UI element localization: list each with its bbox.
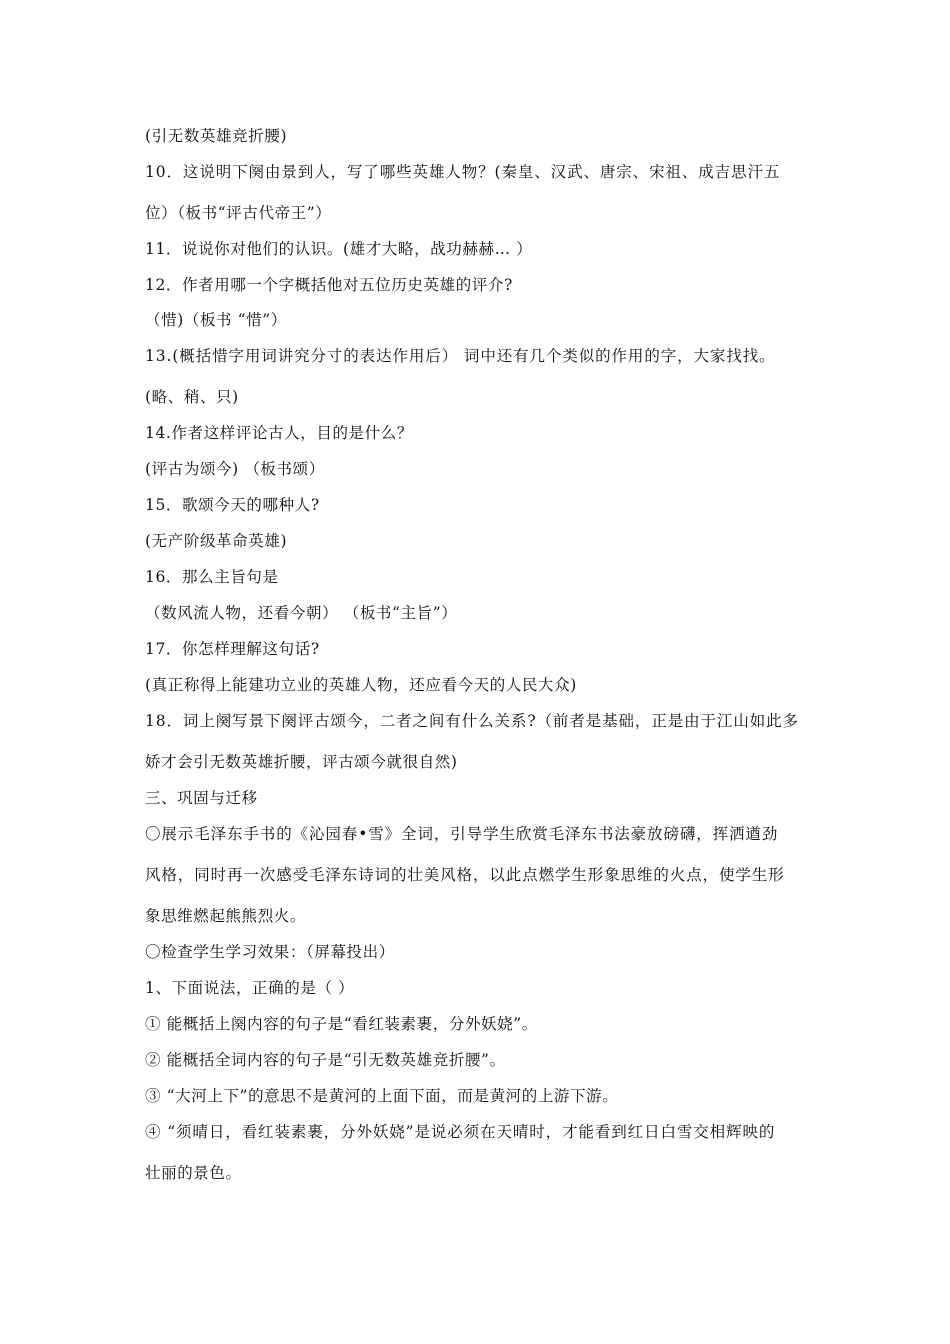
text-line: （惜)（板书 “惜”）: [145, 311, 287, 329]
section-heading: 三、巩固与迁移: [145, 789, 258, 807]
text-line: 娇才会引无数英雄折腰，评古颂今就很自然): [145, 753, 458, 771]
text-line: 10．这说明下阕由景到人，写了哪些英雄人物？(秦皇、汉武、唐宗、宋祖、成吉思汗五: [145, 163, 781, 181]
option-line: 壮丽的景色。: [145, 1164, 242, 1182]
text-line: 11．说说你对他们的认识。(雄才大略，战功赫赫… ）: [145, 240, 533, 258]
text-line: (略、稍、只): [145, 388, 239, 406]
text-line: (引无数英雄竞折腰): [145, 127, 288, 145]
text-line: 13.(概括惜字用词讲究分寸的表达作用后） 词中还有几个类似的作用的字，大家找找。: [145, 347, 776, 365]
text-line: 17．你怎样理解这句话?: [145, 640, 320, 658]
text-line: 风格，同时再一次感受毛泽东诗词的壮美风格，以此点燃学生形象思维的火点，使学生形: [145, 866, 785, 884]
option-line: ③ “大河上下”的意思不是黄河的上面下面，而是黄河的上游下游。: [145, 1087, 619, 1105]
text-line: 象思维燃起熊熊烈火。: [145, 907, 307, 925]
question-line: 1、下面说法，正确的是（ ）: [145, 979, 355, 997]
option-line: ④ “须晴日，看红装素裹，分外妖娆”是说必须在天晴时，才能看到红日白雪交相辉映的: [145, 1123, 776, 1141]
text-line: 〇展示毛泽东手书的《沁园春•雪》全词，引导学生欣赏毛泽东书法豪放磅礴，挥洒遒劲: [145, 825, 779, 843]
text-line: 15．歌颂今天的哪种人?: [145, 496, 320, 514]
option-line: ② 能概括全词内容的句子是“引无数英雄竞折腰”。: [145, 1051, 506, 1069]
text-line: (真正称得上能建功立业的英雄人物，还应看今天的人民大众): [145, 676, 577, 694]
text-line: 14.作者这样评论古人，目的是什么？: [145, 424, 413, 442]
text-line: (评古为颂今) （板书颂）: [145, 460, 325, 478]
text-line: 16．那么主旨句是: [145, 568, 279, 586]
text-line: （数风流人物，还看今朝） （板书“主旨”）: [145, 604, 458, 622]
text-line: 12．作者用哪一个字概括他对五位历史英雄的评介?: [145, 276, 513, 294]
text-line: 18．词上阕写景下阕评古颂今，二者之间有什么关系?（前者是基础，正是由于江山如此多: [145, 712, 799, 730]
option-line: ① 能概括上阕内容的句子是“看红装素裹，分外妖娆”。: [145, 1015, 538, 1033]
text-line: 〇检查学生学习效果：（屏幕投出）: [145, 943, 395, 961]
text-line: 位）（板书“评古代帝王”）: [145, 204, 332, 222]
text-line: (无产阶级革命英雄): [145, 532, 288, 550]
